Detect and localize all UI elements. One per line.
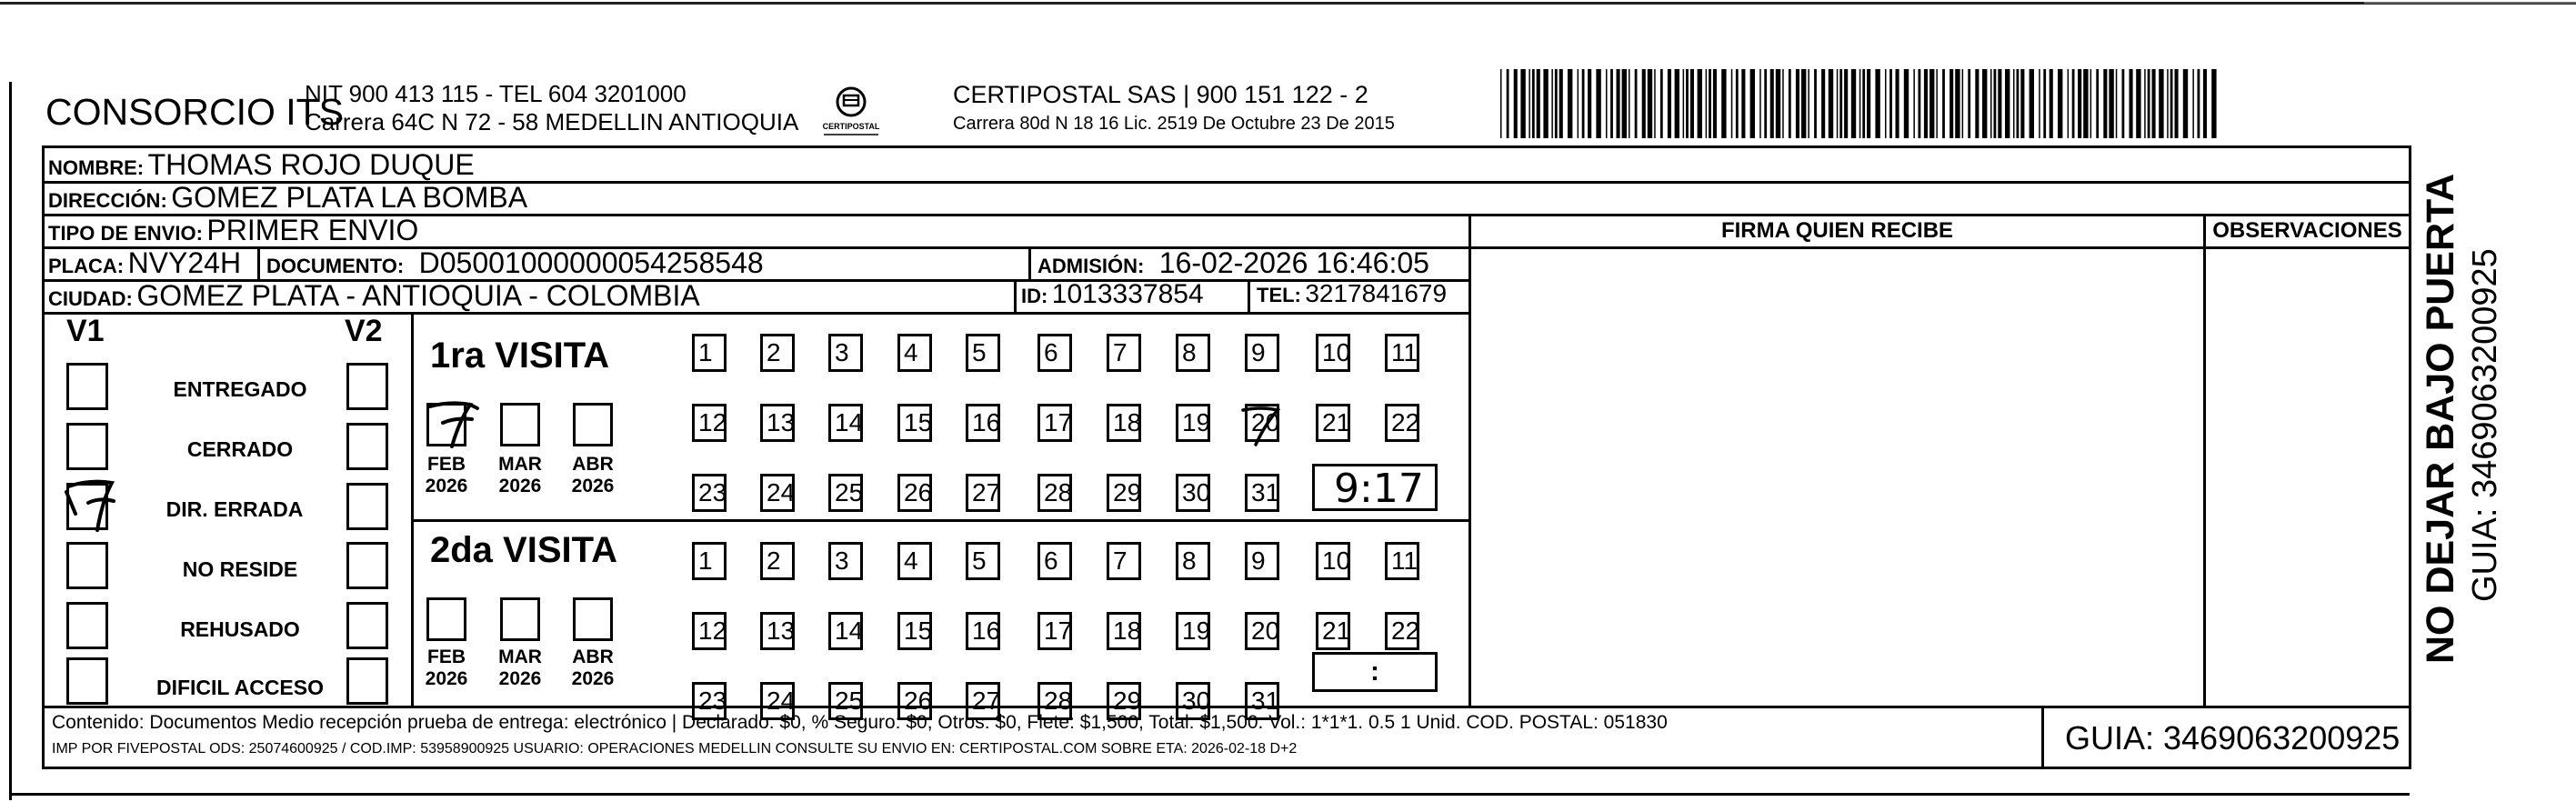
visit1-month-mar <box>493 454 547 497</box>
visit2-month-feb-box[interactable] <box>426 597 466 641</box>
placa-field <box>48 246 241 280</box>
visit2-day-box[interactable]: 27 <box>966 682 1000 720</box>
placa-label: PLACA: <box>48 255 125 277</box>
direccion-label: DIRECCIÓN: <box>48 189 167 212</box>
top-rule <box>0 2 2576 5</box>
visit1-day-box[interactable]: 18 <box>1107 404 1141 442</box>
v1-rehusado-checkbox[interactable] <box>66 602 108 649</box>
visit1-day-box[interactable]: 29 <box>1107 474 1141 512</box>
visit1-day-box[interactable]: 28 <box>1037 474 1072 512</box>
logo-text: CERTIPOSTAL <box>822 122 880 131</box>
status-no-reside: NO RESIDE <box>182 557 298 581</box>
v2-cerrado-checkbox[interactable] <box>346 423 388 470</box>
visit1-day-box[interactable]: 14 <box>828 404 863 442</box>
status-cerrado: CERRADO <box>186 437 294 461</box>
bottom-rule <box>9 793 2410 796</box>
month-label: MAR <box>498 647 542 667</box>
tipo-envio-value: PRIMER ENVIO <box>206 214 419 246</box>
visit1-day-box[interactable]: 7 <box>1107 334 1141 372</box>
year-label: 2026 <box>571 476 615 496</box>
tel-field <box>1257 279 1447 308</box>
visit1-feb-check-mark <box>425 396 481 452</box>
visit1-day-box[interactable]: 22 <box>1385 404 1419 442</box>
divider <box>1014 279 1017 312</box>
visit1-day-box[interactable]: 1 <box>692 334 727 372</box>
visit2-month-mar-box[interactable] <box>500 597 540 641</box>
left-rule <box>9 82 12 800</box>
visit2-day-box[interactable]: 13 <box>760 612 795 650</box>
v1-dificil-acceso-checkbox[interactable] <box>66 657 108 705</box>
visit1-month-abr <box>566 454 620 497</box>
ciudad-label: CIUDAD: <box>48 287 133 310</box>
footer-info: IMP POR FIVEPOSTAL ODS: 25074600925 / COD.IMP: 53958900925 USUARIO: OPERACIONES MEDELLIN CONSULTE SU ENVIO EN: CERTIPOSTAL.COM SOBRE ETA: 2026-02-18 D+2 <box>52 741 1298 757</box>
v2-dificil-acceso-checkbox[interactable] <box>346 657 388 705</box>
visit2-day-box[interactable]: 11 <box>1385 542 1419 580</box>
visit1-month-feb <box>419 454 474 497</box>
visit1-month-abr-box[interactable] <box>573 403 613 446</box>
visit2-day-box[interactable]: 12 <box>692 612 727 650</box>
visit1-day-box[interactable]: 11 <box>1385 334 1419 372</box>
observaciones-header: OBSERVACIONES <box>2212 218 2402 243</box>
v1-entregado-checkbox[interactable] <box>66 363 108 410</box>
visit1-day-box[interactable]: 6 <box>1037 334 1072 372</box>
visit2-day-box[interactable]: 17 <box>1037 612 1072 650</box>
v2-rehusado-checkbox[interactable] <box>346 602 388 649</box>
visit1-day-box[interactable]: 19 <box>1176 404 1210 442</box>
company-name: CONSORCIO ITS <box>45 91 345 133</box>
visit2-day-box[interactable]: 3 <box>828 542 863 580</box>
visit2-day-box[interactable]: 20 <box>1245 612 1279 650</box>
visit2-day-box[interactable]: 19 <box>1176 612 1210 650</box>
status-entregado: ENTREGADO <box>173 377 307 401</box>
visit2-day-box[interactable]: 26 <box>897 682 932 720</box>
visit1-day-box[interactable]: 26 <box>897 474 932 512</box>
firma-header: FIRMA QUIEN RECIBE <box>1720 218 1954 243</box>
v1-header: V1 <box>66 314 105 348</box>
status-rehusado: REHUSADO <box>180 617 300 641</box>
address-line: Carrera 64C N 72 - 58 MEDELLIN ANTIOQUIA <box>305 108 799 135</box>
visit2-month-feb <box>419 647 474 690</box>
visit1-day-box[interactable]: 3 <box>828 334 863 372</box>
visit1-day-box[interactable]: 13 <box>760 404 795 442</box>
visit1-day-box[interactable]: 12 <box>692 404 727 442</box>
visit2-day-box[interactable]: 1 <box>692 542 727 580</box>
month-label: ABR <box>572 454 614 475</box>
v2-dir-errada-checkbox[interactable] <box>346 483 388 530</box>
id-field <box>1021 279 1204 310</box>
visit1-day-box[interactable]: 17 <box>1037 404 1072 442</box>
admision-label: ADMISIÓN: <box>1037 255 1145 277</box>
visit1-day-box[interactable]: 4 <box>897 334 932 372</box>
company-info <box>305 80 798 136</box>
tel-label: TEL: <box>1257 284 1301 306</box>
visit2-day-box[interactable]: 9 <box>1245 542 1279 580</box>
visit2-day-box[interactable]: 10 <box>1316 542 1350 580</box>
ciudad-value: GOMEZ PLATA - ANTIOQUIA - COLOMBIA <box>136 279 700 312</box>
visit2-day-box[interactable]: 29 <box>1107 682 1141 720</box>
documento-value: D05001000000054258548 <box>418 246 764 279</box>
visit2-day-box[interactable]: 25 <box>828 682 863 720</box>
divider <box>1028 246 1031 279</box>
visit1-day-box[interactable]: 23 <box>692 474 727 512</box>
nit-line: NIT 900 413 115 - TEL 604 3201000 <box>305 80 687 107</box>
documento-field <box>266 246 764 280</box>
visit1-day-box[interactable]: 8 <box>1176 334 1210 372</box>
visit1-title: 1ra VISITA <box>430 336 610 376</box>
tipo-envio-label: TIPO DE ENVIO: <box>48 222 203 245</box>
divider <box>2203 214 2206 706</box>
visit2-day-box[interactable]: 21 <box>1316 612 1350 650</box>
visit1-day-box[interactable]: 25 <box>828 474 863 512</box>
month-label: FEB <box>427 454 466 475</box>
admision-value: 16-02-2026 16:46:05 <box>1158 246 1429 279</box>
carrier-line-1: CERTIPOSTAL SAS | 900 151 122 - 2 <box>953 81 1368 108</box>
tipo-envio-row <box>48 214 418 247</box>
visit2-day-box[interactable]: 2 <box>760 542 795 580</box>
visit2-month-abr-box[interactable] <box>573 597 613 641</box>
month-label: MAR <box>498 454 542 475</box>
nombre-label: NOMBRE: <box>48 156 145 179</box>
certipostal-logo <box>818 80 884 145</box>
visit1-time-text: 9:17 <box>1334 466 1424 512</box>
visit2-day-box[interactable]: 8 <box>1176 542 1210 580</box>
visit2-day-box[interactable]: 23 <box>692 682 727 720</box>
year-label: 2026 <box>498 476 542 496</box>
divider <box>411 519 1468 522</box>
visit1-day-box[interactable]: 2 <box>760 334 795 372</box>
divider <box>411 312 414 706</box>
visit1-day-box[interactable]: 5 <box>966 334 1000 372</box>
documento-label: DOCUMENTO: <box>266 255 405 277</box>
id-value: 1013337854 <box>1051 279 1204 309</box>
month-label: ABR <box>572 647 614 667</box>
year-label: 2026 <box>571 668 615 689</box>
dir-errada-check-mark <box>63 477 121 537</box>
visit2-day-box[interactable]: 30 <box>1176 682 1210 720</box>
v1-no-reside-checkbox[interactable] <box>66 542 108 589</box>
visit1-day-box[interactable]: 27 <box>966 474 1000 512</box>
v2-no-reside-checkbox[interactable] <box>346 542 388 589</box>
visit2-month-abr <box>566 647 620 690</box>
visit1-day-box[interactable]: 9 <box>1245 334 1279 372</box>
nombre-value: THOMAS ROJO DUQUE <box>147 148 475 181</box>
direccion-row <box>48 181 527 215</box>
v1-cerrado-checkbox[interactable] <box>66 423 108 470</box>
visit1-day-box[interactable]: 21 <box>1316 404 1350 442</box>
footer-contents: Contenido: Documentos Medio recepción prueba de entrega: electrónico | Declarado: $0, % Seguro: $0, Otros: $0, Flete: $1,500, Total: $1,500. Vol.: 1*1*1. 0.5 1 Unid. COD. POSTAL: 051830 <box>52 712 1668 733</box>
visit1-day-box[interactable]: 20 <box>1245 404 1279 442</box>
visit1-day-box[interactable]: 10 <box>1316 334 1350 372</box>
admision-field <box>1037 246 1429 280</box>
divider <box>2041 706 2044 769</box>
visit2-day-box[interactable]: 4 <box>897 542 932 580</box>
visit2-day-box[interactable]: 7 <box>1107 542 1141 580</box>
ciudad-field <box>48 279 700 313</box>
divider <box>1468 246 2409 249</box>
visit1-day-box[interactable]: 31 <box>1245 474 1279 512</box>
direccion-value: GOMEZ PLATA LA BOMBA <box>171 181 528 214</box>
visit1-day-box[interactable]: 24 <box>760 474 795 512</box>
visit2-day-box[interactable]: 15 <box>897 612 932 650</box>
tel-value: 3217841679 <box>1305 279 1448 307</box>
divider <box>1468 214 1471 706</box>
visit2-time-box[interactable]: : <box>1312 652 1438 692</box>
visit2-title: 2da VISITA <box>430 530 617 570</box>
visit1-day-box[interactable]: 30 <box>1176 474 1210 512</box>
year-label: 2026 <box>425 476 468 496</box>
side-guia: GUIA: 3469063200925 <box>2466 248 2504 602</box>
carrier-line-2: Carrera 80d N 18 16 Lic. 2519 De Octubre 23 De 2015 <box>953 114 1395 134</box>
divider <box>257 246 260 279</box>
side-notice: NO DEJAR BAJO PUERTA <box>2419 173 2462 664</box>
nombre-row <box>48 148 475 182</box>
guia-number: GUIA: 3469063200925 <box>2065 719 2401 757</box>
year-label: 2026 <box>498 668 542 689</box>
year-label: 2026 <box>425 668 468 689</box>
id-label: ID: <box>1021 285 1048 307</box>
visit1-month-mar-box[interactable] <box>500 403 540 446</box>
visit2-day-box[interactable]: 22 <box>1385 612 1419 650</box>
top-rule-right <box>2364 2 2576 4</box>
visit2-day-box[interactable]: 31 <box>1245 682 1279 720</box>
divider <box>1248 279 1250 312</box>
v2-entregado-checkbox[interactable] <box>346 363 388 410</box>
visit2-day-box[interactable]: 14 <box>828 612 863 650</box>
visit2-day-box[interactable]: 16 <box>966 612 1000 650</box>
visit1-day-box[interactable]: 16 <box>966 404 1000 442</box>
visit1-day-box[interactable]: 15 <box>897 404 932 442</box>
placa-value: NVY24H <box>127 246 242 279</box>
visit2-day-box[interactable]: 24 <box>760 682 795 720</box>
visit2-day-box[interactable]: 5 <box>966 542 1000 580</box>
visit1-day-20-check-mark <box>1238 403 1287 448</box>
month-label: FEB <box>427 647 466 667</box>
barcode <box>1500 69 2224 138</box>
status-dificil-acceso: DIFICIL ACCESO <box>155 676 324 699</box>
v2-header: V2 <box>345 314 383 348</box>
visit2-day-box[interactable]: 6 <box>1037 542 1072 580</box>
status-dir-errada: DIR. ERRADA <box>165 497 304 521</box>
carrier-info <box>953 80 1395 138</box>
visit2-month-mar <box>493 647 547 690</box>
visit2-day-box[interactable]: 18 <box>1107 612 1141 650</box>
divider <box>45 706 2409 708</box>
shipping-label <box>42 145 2411 769</box>
visit2-day-box[interactable]: 28 <box>1037 682 1072 720</box>
visit1-time-handwritten <box>1327 464 1427 511</box>
